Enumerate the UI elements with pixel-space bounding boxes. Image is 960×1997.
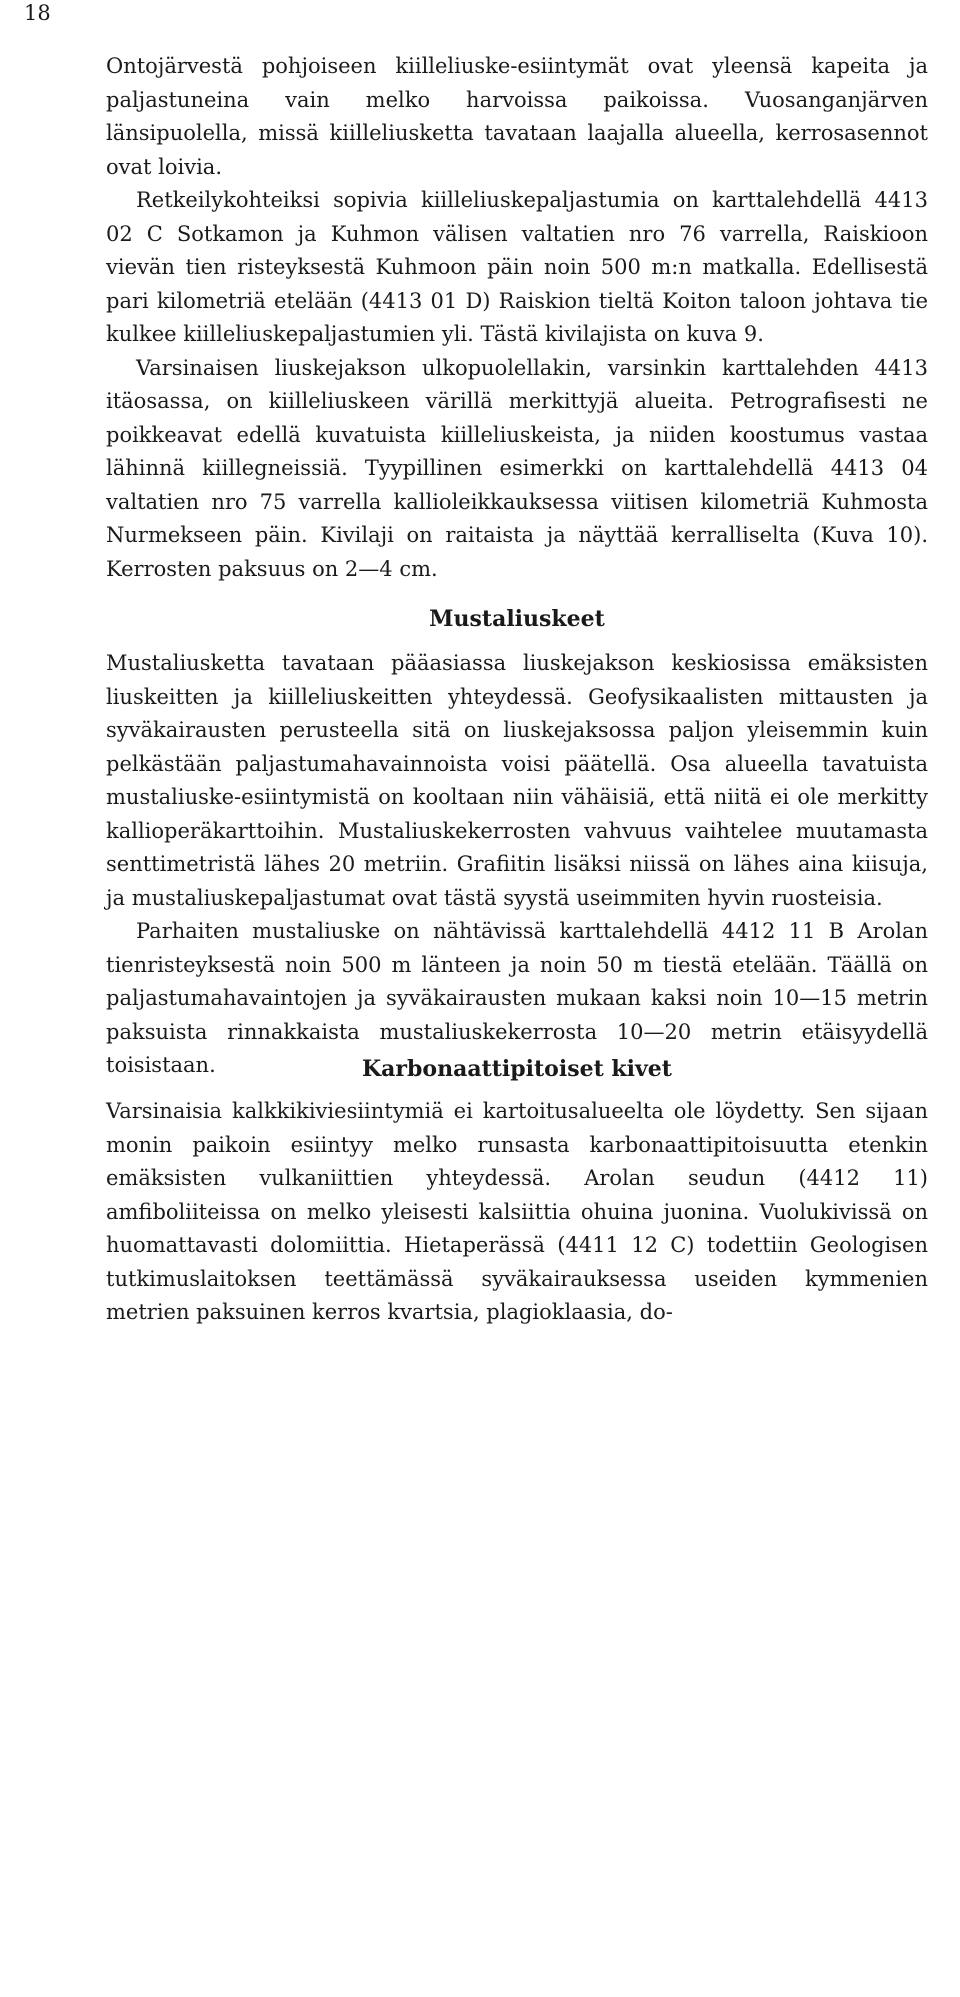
paragraph: Varsinaisen liuskejakson ulkopuolellakin, varsinkin karttalehden 4413 itäosassa, on kiilleliuskeen värillä merkittyjä alueita. Petrografisesti ne poikkeavat edellä kuvatuista kiilleliuskeista, ja niiden koostumus vastaa lähinnä kiillegneissiä. Tyypillinen esimerkki on karttalehdellä 4413 04 valtatien nro 75 varrella kallioleikkauksessa viitisen kilometriä Kuhmosta Nurmekseen päin. Kivilaji on raitaista ja näyttää kerralliselta (Kuva 10). Kerrosten paksuus on 2—4 cm. xyxy=(106,355,928,581)
paragraph: Retkeilykohteiksi sopivia kiilleliuskepaljastumia on karttalehdellä 4413 02 C Sotkamon ja Kuhmon välisen valtatien nro 76 varrella, Raiskioon vievän tien risteyksestä Kuhmoon päin noin 500 m:n matkalla. Edellisestä pari kilometriä etelään (4413 01 D) Raiskion tieltä Koiton taloon johtava tie kulkee kiilleliuskepaljastumien yli. Tästä kivilajista on kuva 9. xyxy=(106,188,928,346)
paragraph: Mustaliusketta tavataan pääasiassa liuskejakson keskiosissa emäksisten liuskeitten ja kiilleliuskeitten yhteydessä. Geofysikaalisten mittausten ja syväkairausten perusteella sitä on liuskejaksossa paljon yleisemmin kuin pelkästään paljastumahavainnoista voisi päätellä. Osa alueella tavatuista mustaliuske-esiintymistä on kooltaan niin vähäisiä, että niitä ei ole merkitty kallioperäkarttoihin. Mustaliuskekerrosten vahvuus vaihtelee muutamasta senttimetristä lähes 20 metriin. Grafiitin lisäksi niissä on lähes aina kiisuja, ja mustaliuskepaljastumat ovat tästä syystä useimmiten hyvin ruosteisia. xyxy=(106,651,928,910)
section-karbonaatti-text xyxy=(106,1095,928,1330)
section-heading-mustaliuskeet: Mustaliuskeet xyxy=(429,606,605,632)
paragraph: Varsinaisia kalkkikiviesiintymiä ei kartoitusalueelta ole löydetty. Sen sijaan monin paikoin esiintyy melko runsasta karbonaattipitoisuutta etenkin emäksisten vulkaniittien yhteydessä. Arolan seudun (4412 11) amfiboliiteissa on melko yleisesti kalsiittia ohuina juonina. Vuolukivissä on huomattavasti dolomiittia. Hietaperässä (4411 12 C) todettiin Geologisen tutkimuslaitoksen teettämässä syväkairauksessa useiden kymmenien metrien paksuinen kerros kvartsia, plagioklaasia, do- xyxy=(106,1099,928,1324)
paragraph: Parhaiten mustaliuske on nähtävissä karttalehdellä 4412 11 B Arolan tienristeyksestä noin 500 m länteen ja noin 50 m tiestä etelään. Täällä on paljastumahavaintojen ja syväkairausten mukaan kaksi noin 10—15 metrin paksuista rinnakkaista mustaliuskekerrosta 10—20 metrin etäisyydellä toisistaan. xyxy=(106,919,928,1077)
section-kiilleliuske-text xyxy=(106,50,928,586)
page-number: 18 xyxy=(24,1,51,25)
section-heading-karbonaattipitoiset-kivet: Karbonaattipitoiset kivet xyxy=(362,1056,672,1082)
section-mustaliuskeet-text xyxy=(106,647,928,1083)
paragraph: Ontojärvestä pohjoiseen kiilleliuske-esiintymät ovat yleensä kapeita ja paljastuneina vain melko harvoissa paikoissa. Vuosanganjärven länsipuolella, missä kiilleliusketta tavataan laajalla alueella, kerrosasennot ovat loivia. xyxy=(106,54,928,179)
